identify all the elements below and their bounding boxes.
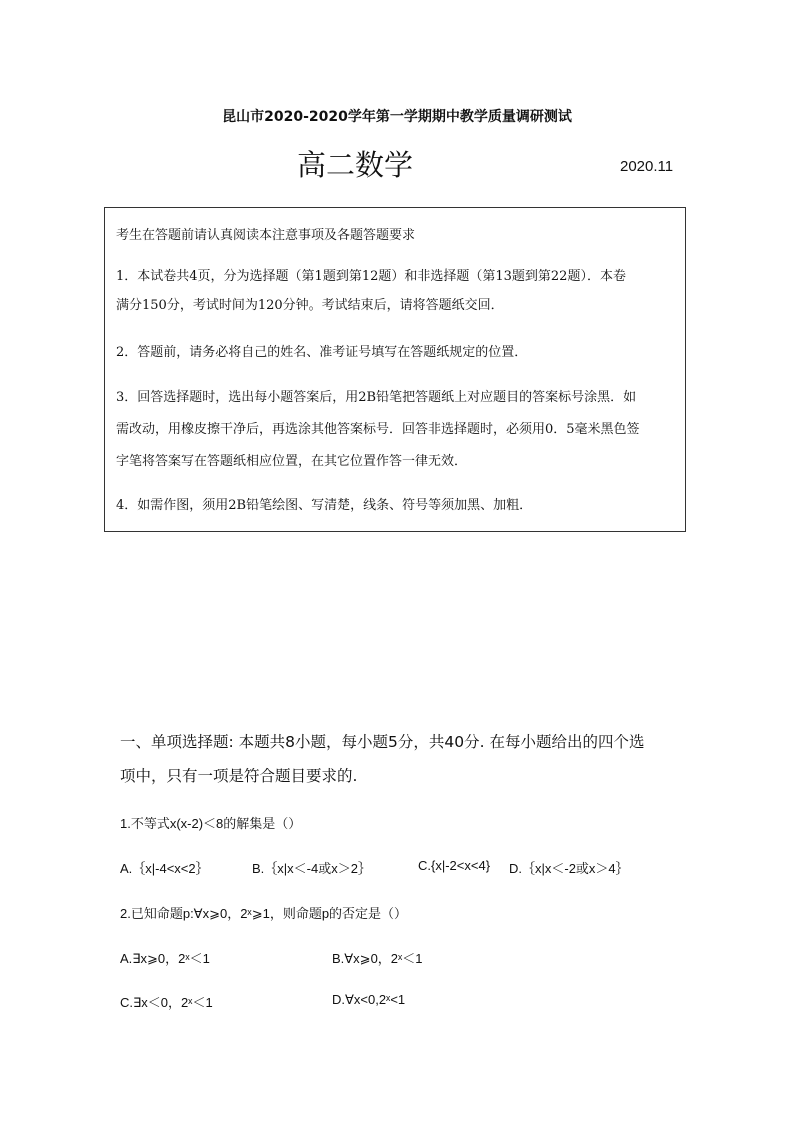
question-2-option-c: C.∃x＜0，2ˣ＜1 — [120, 995, 213, 1010]
subject-title: 高二数学 — [296, 148, 413, 182]
question-2-stem: 2.已知命题p:∀x⩾0，2ˣ⩾1，则命题p的否定是（） — [120, 906, 408, 921]
notice-line: 需改动，用橡皮擦干净后，再选涂其他答案标号．回答非选择题时，必须用0．5毫米黑色签 — [116, 422, 640, 437]
notice-line: 4．如需作图，须用2B铅笔绘图、写清楚，线条、符号等须加黑、加粗． — [116, 498, 533, 513]
notice-line: 3．回答选择题时，选出每小题答案后，用2B铅笔把答题纸上对应题目的答案标号涂黑．如 — [116, 390, 637, 405]
notice-line: 2．答题前，请务必将自己的姓名、准考证号填写在答题纸规定的位置． — [116, 345, 528, 360]
question-2-option-d: D.∀x<0,2ˣ<1 — [332, 992, 406, 1007]
question-1-option-d: D.｛x|x＜-2或x＞4｝ — [509, 861, 629, 876]
question-1-option-a: A.｛x|-4<x<2｝ — [120, 861, 209, 876]
notice-box — [104, 207, 686, 532]
section-heading-cont: 项中，只有一项是符合题目要求的. — [120, 767, 358, 785]
notice-line: 1．本试卷共4页，分为选择题（第1题到第12题）和非选择题（第13题到第22题）．本卷 — [116, 269, 626, 284]
question-2-option-a: A.∃x⩾0，2ˣ＜1 — [120, 951, 210, 966]
section-heading: 一、单项选择题: 本题共8小题，每小题5分，共40分. 在每小题给出的四个选 — [120, 733, 645, 751]
question-1-option-c: C.{x|-2<x<4} — [418, 858, 491, 873]
exam-date: 2020.11 — [620, 158, 674, 175]
question-2-option-b: B.∀x⩾0，2ˣ＜1 — [332, 951, 423, 966]
question-1-option-b: B.｛x|x＜-4或x＞2｝ — [252, 861, 371, 876]
question-1-stem: 1.不等式x(x-2)＜8的解集是（） — [120, 816, 302, 831]
notice-line: 字笔将答案写在答题纸相应位置，在其它位置作答一律无效． — [116, 454, 468, 469]
notice-heading: 考生在答题前请认真阅读本注意事项及各题答题要求 — [116, 228, 416, 243]
exam-title: 昆山市2020-2020学年第一学期期中教学质量调研测试 — [222, 109, 572, 125]
notice-line: 满分150分，考试时间为120分钟。考试结束后，请将答题纸交回． — [116, 298, 504, 313]
